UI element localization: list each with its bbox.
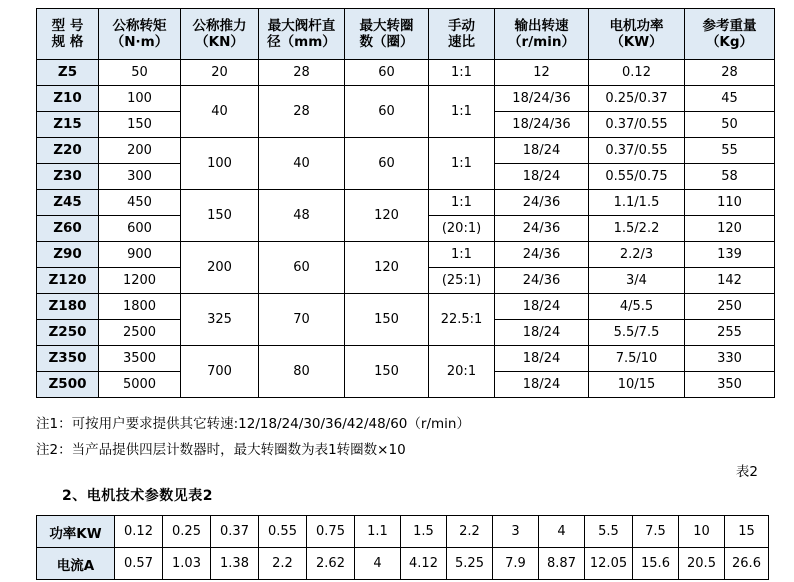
table-row: [37, 138, 775, 164]
cell-model: Z90: [37, 242, 99, 268]
spec-table: [36, 8, 775, 398]
cell-model: Z30: [37, 164, 99, 190]
cell-current-value: 2.62: [307, 548, 355, 580]
cell-turns: 150: [345, 346, 429, 398]
cell-power: 4/5.5: [589, 294, 685, 320]
cell-stem: 48: [259, 190, 345, 242]
motor-power-row: [37, 516, 769, 548]
cell-torque: 2500: [99, 320, 181, 346]
cell-power-value: 7.5: [633, 516, 679, 548]
cell-weight: 110: [685, 190, 775, 216]
cell-weight: 120: [685, 216, 775, 242]
cell-thrust: 100: [181, 138, 259, 190]
cell-thrust: 40: [181, 86, 259, 138]
table-row: [37, 242, 775, 268]
cell-power-value: 15: [725, 516, 769, 548]
cell-speed: 18/24: [495, 372, 589, 398]
cell-current-value: 20.5: [679, 548, 725, 580]
cell-speed: 18/24: [495, 320, 589, 346]
cell-ratio: 1:1: [429, 242, 495, 268]
cell-torque: 1800: [99, 294, 181, 320]
header-cell-thrust: 公称推力 （KN）: [181, 9, 259, 60]
cell-weight: 255: [685, 320, 775, 346]
cell-model: Z5: [37, 60, 99, 86]
cell-torque: 450: [99, 190, 181, 216]
cell-weight: 28: [685, 60, 775, 86]
cell-power-value: 1.5: [401, 516, 447, 548]
header-cell-max-turns: 最大转圈 数（圈）: [345, 9, 429, 60]
cell-power: 7.5/10: [589, 346, 685, 372]
cell-torque: 200: [99, 138, 181, 164]
cell-torque: 1200: [99, 268, 181, 294]
cell-stem: 70: [259, 294, 345, 346]
cell-torque: 50: [99, 60, 181, 86]
cell-ratio: 1:1: [429, 138, 495, 190]
cell-ratio: 20:1: [429, 346, 495, 398]
cell-speed: 18/24/36: [495, 86, 589, 112]
cell-speed: 12: [495, 60, 589, 86]
cell-speed: 24/36: [495, 242, 589, 268]
cell-weight: 45: [685, 86, 775, 112]
table-row: [37, 190, 775, 216]
cell-weight: 139: [685, 242, 775, 268]
cell-speed: 18/24: [495, 346, 589, 372]
table-row: [37, 60, 775, 86]
cell-power-value: 0.12: [115, 516, 163, 548]
cell-ratio: 1:1: [429, 60, 495, 86]
cell-power-value: 1.1: [355, 516, 401, 548]
cell-power-value: 2.2: [447, 516, 493, 548]
cell-stem: 40: [259, 138, 345, 190]
motor-current-row: [37, 548, 769, 580]
cell-model: Z350: [37, 346, 99, 372]
cell-stem: 28: [259, 86, 345, 138]
header-cell-model: 型 号 规 格: [37, 9, 99, 60]
header-cell-stem-diameter: 最大阀杆直 径（mm）: [259, 9, 345, 60]
cell-model: Z250: [37, 320, 99, 346]
cell-ratio-secondary: (20:1): [429, 216, 495, 242]
note-2: 注2：当产品提供四层计数器时，最大转圈数为表1转圈数×10: [36, 441, 406, 458]
cell-ratio: 22.5:1: [429, 294, 495, 346]
cell-weight: 55: [685, 138, 775, 164]
cell-power-value: 0.75: [307, 516, 355, 548]
cell-model: Z10: [37, 86, 99, 112]
cell-model: Z15: [37, 112, 99, 138]
cell-weight: 330: [685, 346, 775, 372]
cell-power: 10/15: [589, 372, 685, 398]
cell-ratio: 1:1: [429, 86, 495, 138]
header-cell-output-speed: 输出转速 （r/min）: [495, 9, 589, 60]
cell-current-value: 1.38: [211, 548, 259, 580]
cell-stem: 28: [259, 60, 345, 86]
header-cell-manual-ratio: 手动 速比: [429, 9, 495, 60]
cell-current-value: 1.03: [163, 548, 211, 580]
cell-power-value: 0.37: [211, 516, 259, 548]
cell-model: Z45: [37, 190, 99, 216]
cell-thrust: 20: [181, 60, 259, 86]
cell-power-value: 0.55: [259, 516, 307, 548]
header-cell-motor-power: 电机功率 （KW）: [589, 9, 685, 60]
cell-model: Z60: [37, 216, 99, 242]
cell-power: 0.25/0.37: [589, 86, 685, 112]
cell-stem: 80: [259, 346, 345, 398]
cell-weight: 250: [685, 294, 775, 320]
table-row: [37, 346, 775, 372]
motor-parameter-table: [36, 515, 769, 580]
motor-row-header-power: 功率KW: [37, 516, 115, 548]
cell-current-value: 7.9: [493, 548, 539, 580]
cell-power: 0.12: [589, 60, 685, 86]
cell-thrust: 200: [181, 242, 259, 294]
cell-weight: 58: [685, 164, 775, 190]
cell-ratio-secondary: (25:1): [429, 268, 495, 294]
cell-turns: 120: [345, 190, 429, 242]
cell-current-value: 4.12: [401, 548, 447, 580]
cell-power-value: 3: [493, 516, 539, 548]
cell-turns: 60: [345, 86, 429, 138]
cell-turns: 120: [345, 242, 429, 294]
cell-current-value: 0.57: [115, 548, 163, 580]
cell-thrust: 700: [181, 346, 259, 398]
cell-turns: 60: [345, 60, 429, 86]
cell-power-value: 5.5: [585, 516, 633, 548]
cell-turns: 150: [345, 294, 429, 346]
cell-torque: 300: [99, 164, 181, 190]
cell-weight: 50: [685, 112, 775, 138]
table-2-label: 表2: [735, 464, 758, 480]
notes-block: [36, 412, 794, 463]
table-row: [37, 86, 775, 112]
cell-current-value: 8.87: [539, 548, 585, 580]
cell-power: 1.5/2.2: [589, 216, 685, 242]
cell-current-value: 2.2: [259, 548, 307, 580]
cell-thrust: 325: [181, 294, 259, 346]
cell-speed: 18/24: [495, 164, 589, 190]
cell-torque: 3500: [99, 346, 181, 372]
header-cell-weight: 参考重量 （Kg）: [685, 9, 775, 60]
cell-weight: 142: [685, 268, 775, 294]
cell-torque: 600: [99, 216, 181, 242]
spec-table-header-row: [37, 9, 775, 60]
cell-model: Z20: [37, 138, 99, 164]
cell-current-value: 26.6: [725, 548, 769, 580]
cell-power-value: 10: [679, 516, 725, 548]
cell-turns: 60: [345, 138, 429, 190]
cell-speed: 24/36: [495, 190, 589, 216]
cell-current-value: 5.25: [447, 548, 493, 580]
table-row: [37, 294, 775, 320]
note-1: 注1：可按用户要求提供其它转速:12/18/24/30/36/42/48/60（r/min）: [36, 416, 470, 432]
cell-model: Z120: [37, 268, 99, 294]
cell-power: 3/4: [589, 268, 685, 294]
cell-current-value: 15.6: [633, 548, 679, 580]
cell-current-value: 4: [355, 548, 401, 580]
cell-torque: 150: [99, 112, 181, 138]
cell-model: Z180: [37, 294, 99, 320]
cell-power: 0.37/0.55: [589, 112, 685, 138]
cell-current-value: 12.05: [585, 548, 633, 580]
cell-model: Z500: [37, 372, 99, 398]
document-page: [0, 8, 794, 582]
cell-power-value: 4: [539, 516, 585, 548]
cell-ratio: 1:1: [429, 190, 495, 216]
cell-stem: 60: [259, 242, 345, 294]
header-cell-torque: 公称转矩 （N·m）: [99, 9, 181, 60]
cell-torque: 100: [99, 86, 181, 112]
cell-thrust: 150: [181, 190, 259, 242]
section-2-title: 2、电机技术参数见表2: [62, 488, 213, 505]
cell-speed: 18/24/36: [495, 112, 589, 138]
cell-power-value: 0.25: [163, 516, 211, 548]
cell-power: 2.2/3: [589, 242, 685, 268]
cell-speed: 24/36: [495, 216, 589, 242]
motor-row-header-current: 电流A: [37, 548, 115, 580]
cell-speed: 18/24: [495, 294, 589, 320]
cell-torque: 900: [99, 242, 181, 268]
cell-power: 0.55/0.75: [589, 164, 685, 190]
cell-power: 1.1/1.5: [589, 190, 685, 216]
cell-weight: 350: [685, 372, 775, 398]
cell-speed: 18/24: [495, 138, 589, 164]
cell-power: 0.37/0.55: [589, 138, 685, 164]
cell-speed: 24/36: [495, 268, 589, 294]
cell-power: 5.5/7.5: [589, 320, 685, 346]
cell-torque: 5000: [99, 372, 181, 398]
